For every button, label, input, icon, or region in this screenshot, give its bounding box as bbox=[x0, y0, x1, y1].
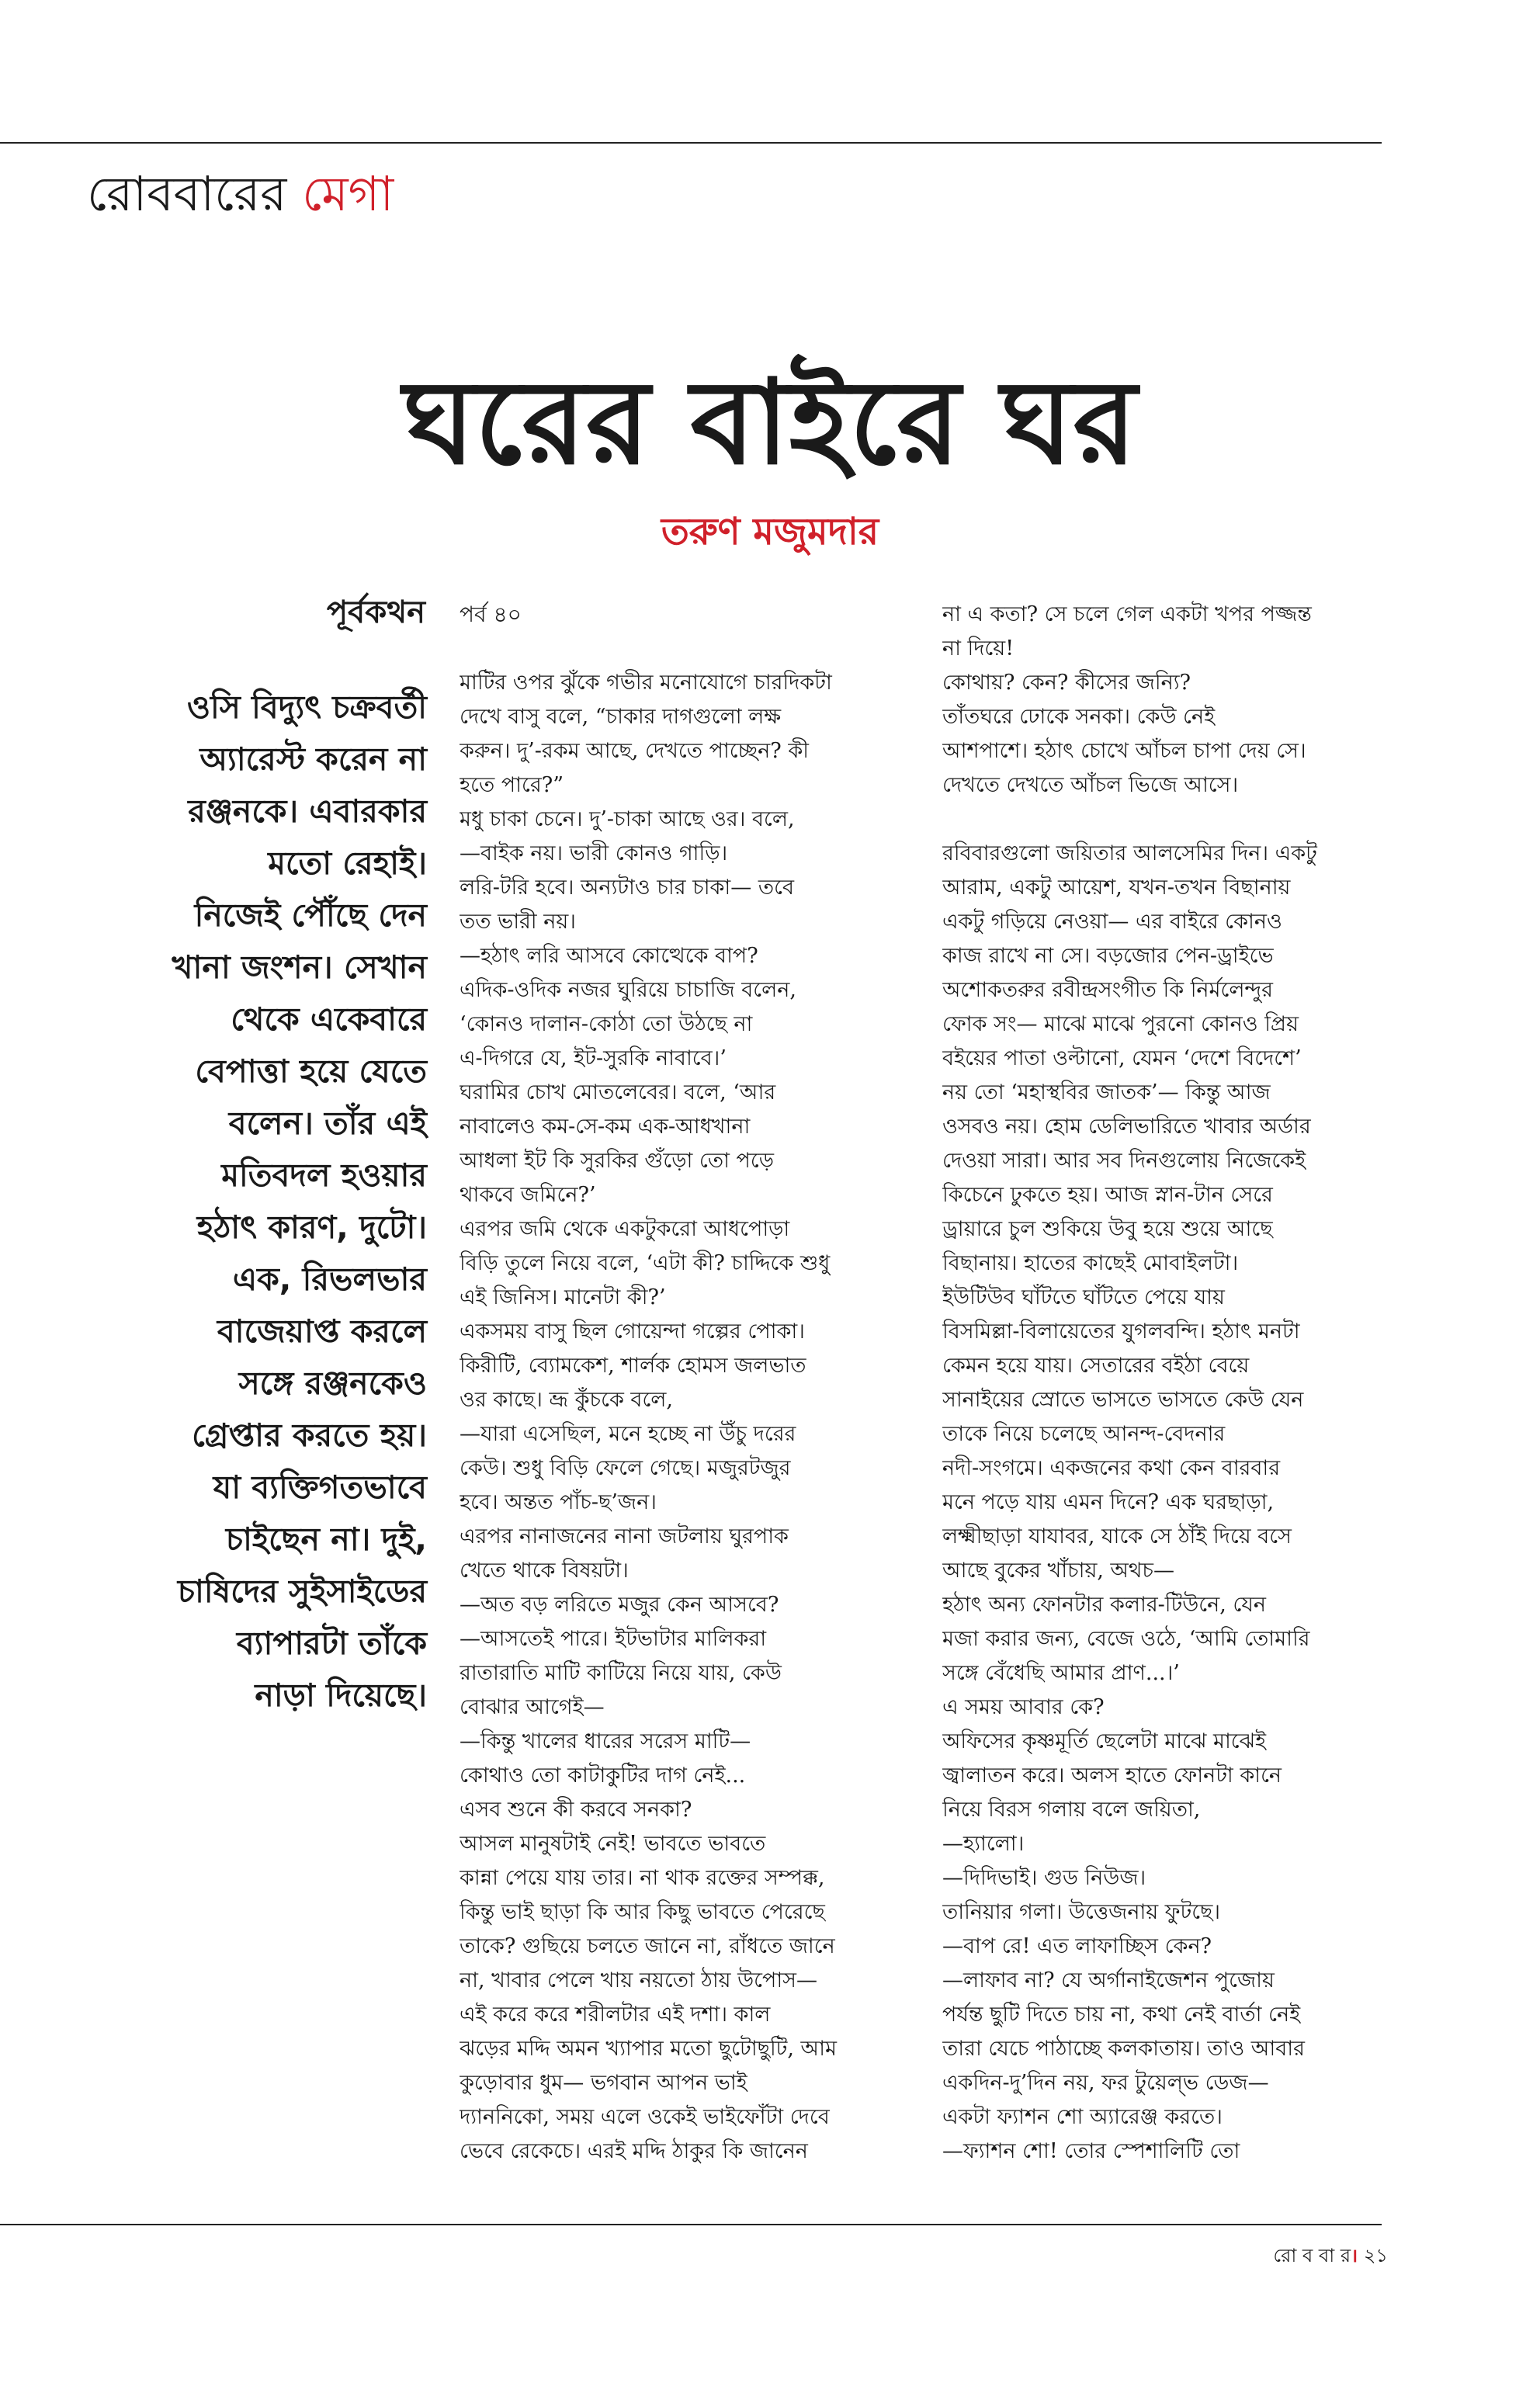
text-line: ‘কোনও দালান-কোঠা তো উঠছে না bbox=[460, 1012, 753, 1036]
text-line: মনে পড়ে যায় এমন দিনে? এক ঘরছাড়া, bbox=[942, 1490, 1275, 1514]
article-column-2 bbox=[942, 598, 1377, 2169]
text-line: খেতে থাকে বিষয়টা। bbox=[460, 1559, 629, 1583]
spacer bbox=[460, 632, 894, 666]
text-line: তাকে নিয়ে চলেছে আনন্দ-বেদনার bbox=[942, 1422, 1226, 1446]
sidebar-line: মতিবদল হওয়ার bbox=[221, 1157, 427, 1194]
text-line: অশোকতরুর রবীন্দ্রসংগীত কি নির্মলেন্দুর bbox=[942, 978, 1274, 1002]
masthead-prefix: রোববারের bbox=[87, 165, 287, 222]
text-line: সঙ্গে বেঁধেছি আমার প্রাণ...।’ bbox=[942, 1661, 1180, 1685]
text-line: বিছানায়। হাতের কাছেই মোবাইলটা। bbox=[942, 1251, 1239, 1275]
text-line: —দিদিভাই। গুড নিউজ। bbox=[942, 1866, 1146, 1890]
text-line: আশপাশে। হঠাৎ চোখে আঁচল চাপা দেয় সে। bbox=[942, 739, 1306, 763]
text-line: তারা যেচে পাঠাচ্ছে কলকাতায়। তাও আবার bbox=[942, 2037, 1305, 2061]
text-line: মজা করার জন্য, বেজে ওঠে, ‘আমি তোমারি bbox=[942, 1627, 1310, 1651]
text-line: তাঁতঘরে ঢোকে সনকা। কেউ নেই bbox=[942, 705, 1216, 729]
article-headline: ঘরের বাইরে ঘর bbox=[403, 355, 1137, 491]
top-rule bbox=[0, 142, 1382, 144]
text-line: নিয়ে বিরস গলায় বলে জয়িতা, bbox=[942, 1798, 1201, 1822]
sidebar-line: বলেন। তাঁর এই bbox=[228, 1105, 427, 1142]
author-byline: তরুণ মজুমদার bbox=[661, 510, 879, 553]
sidebar-line: চাষিদের সুইসাইডের bbox=[177, 1573, 427, 1610]
text-line: বিসমিল্লা-বিলায়েতের যুগলবন্দি। হঠাৎ মনটা bbox=[942, 1320, 1300, 1344]
text-line: ঘরামির চোখ মোতলেবের। বলে, ‘আর bbox=[460, 1080, 776, 1105]
sidebar-line: রঞ্জনকে। এবারকার bbox=[188, 792, 427, 830]
text-line: এই জিনিস। মানেটা কী?’ bbox=[460, 1285, 666, 1309]
folio-label: রো ব বা র bbox=[1273, 2245, 1351, 2266]
text-line: মাটির ওপর ঝুঁকে গভীর মনোযোগে চারদিকটা bbox=[460, 671, 832, 695]
sidebar-line: অ্যারেস্ট করেন না bbox=[199, 740, 427, 778]
text-line: —হঠাৎ লরি আসবে কোত্থেকে বাপ? bbox=[460, 944, 758, 968]
sidebar-heading: পূর্বকথন bbox=[326, 595, 425, 630]
text-line: পর্যন্ত ছুটি দিতে চায় না, কথা নেই বার্তা নেই bbox=[942, 2003, 1301, 2027]
text-line: —কিন্তু খালের ধারের সরেস মাটি— bbox=[460, 1729, 751, 1753]
text-line: নয় তো ‘মহাস্থবির জাতক’— কিন্তু আজ bbox=[942, 1080, 1271, 1105]
text-line: কাজ রাখে না সে। বড়জোর পেন-ড্রাইভে bbox=[942, 944, 1274, 968]
text-line: সানাইয়ের স্রোতে ভাসতে ভাসতে কেউ যেন bbox=[942, 1388, 1304, 1412]
text-line: আধলা ইট কি সুরকির গুঁড়ো তো পড়ে bbox=[460, 1149, 774, 1173]
text-line: —হ্যালো। bbox=[942, 1832, 1025, 1856]
text-line: কিরীটি, ব্যোমকেশ, শার্লক হোমস জলভাত bbox=[460, 1354, 806, 1378]
sidebar-line: সঙ্গে রঞ্জনকেও bbox=[238, 1365, 427, 1402]
sidebar-line: গ্রেপ্তার করতে হয়। bbox=[192, 1417, 427, 1454]
text-line: —লাফাব না? যে অর্গানাইজেশন পুজোয় bbox=[942, 1968, 1275, 1992]
text-line: ভেবে রেকেচে। এরই মদ্দি ঠাকুর কি জানেন bbox=[460, 2139, 808, 2163]
text-line: একটা ফ্যাশন শো অ্যারেঞ্জ করতে। bbox=[942, 2105, 1223, 2129]
text-line: —ফ্যাশন শো! তোর স্পেশালিটি তো bbox=[942, 2139, 1240, 2163]
masthead-accent: মেগা bbox=[302, 165, 394, 222]
sidebar-line: বাজেয়াপ্ত করলে bbox=[217, 1313, 427, 1350]
text-line: একসময় বাসু ছিল গোয়েন্দা গল্পের পোকা। bbox=[460, 1320, 805, 1344]
text-line: নাবালেও কম-সে-কম এক-আধখানা bbox=[460, 1115, 751, 1139]
text-line: ফোক সং— মাঝে মাঝে পুরনো কোনও প্রিয় bbox=[942, 1012, 1299, 1036]
folio-separator: । bbox=[1351, 2245, 1358, 2266]
text-line: একটু গড়িয়ে নেওয়া— এর বাইরে কোনও bbox=[942, 910, 1282, 934]
text-line: —যারা এসেছিল, মনে হচ্ছে না উঁচু দরের bbox=[460, 1422, 796, 1446]
text-line: দেওয়া সারা। আর সব দিনগুলোয় নিজেকেই bbox=[942, 1149, 1306, 1173]
text-line: বিড়ি তুলে নিয়ে বলে, ‘এটা কী? চাদ্দিকে শুধু bbox=[460, 1251, 831, 1275]
episode-number: পর্ব ৪০ bbox=[460, 602, 522, 627]
text-line: কোথায়? কেন? কীসের জন্যি? bbox=[942, 671, 1191, 695]
text-line: ঝড়ের মদ্দি অমন খ্যাপার মতো ছুটোছুটি, আম bbox=[460, 2037, 838, 2061]
text-line: বইয়ের পাতা ওল্টানো, যেমন ‘দেশে বিদেশে’ bbox=[942, 1046, 1302, 1070]
sidebar-line: খানা জংশন। সেখান bbox=[172, 949, 427, 986]
text-line: করুন। দু’-রকম আছে, দেখতে পাচ্ছেন? কী bbox=[460, 739, 809, 763]
text-line: আসল মানুষটাই নেই! ভাবতে ভাবতে bbox=[460, 1832, 766, 1856]
text-line: জ্বালাতন করে। অলস হাতে ফোনটা কানে bbox=[942, 1764, 1282, 1788]
sidebar-line: বেপাত্তা হয়ে যেতে bbox=[195, 1053, 427, 1090]
text-line: দ্যাননিকো, সময় এলে ওকেই ভাইফোঁটা দেবে bbox=[460, 2105, 830, 2129]
text-line: এ সময় আবার কে? bbox=[942, 1695, 1105, 1719]
text-line: একদিন-দু’দিন নয়, ফর টুয়েল্ভ ডেজ— bbox=[942, 2071, 1269, 2095]
text-line: হবে। অন্তত পাঁচ-ছ’জন। bbox=[460, 1490, 657, 1514]
sidebar-line: ব্যাপারটা তাঁকে bbox=[236, 1625, 427, 1662]
sidebar-line: নাড়া দিয়েছে। bbox=[255, 1677, 427, 1714]
text-line: ড্রায়ারে চুল শুকিয়ে উবু হয়ে শুয়ে আছে bbox=[942, 1217, 1273, 1241]
text-line: এসব শুনে কী করবে সনকা? bbox=[460, 1798, 692, 1822]
text-line: দেখে বাসু বলে, “চাকার দাগগুলো লক্ষ bbox=[460, 705, 782, 729]
text-line: না, খাবার পেলে খায় নয়তো ঠায় উপোস— bbox=[460, 1968, 818, 1992]
sidebar-line: যা ব্যক্তিগতভাবে bbox=[213, 1469, 427, 1506]
text-line: নদী-সংগমে। একজনের কথা কেন বারবার bbox=[942, 1456, 1281, 1480]
text-line: কুড়োবার ধুম— ভগবান আপন ভাই bbox=[460, 2071, 747, 2095]
sidebar-line: চাইছেন না। দুই, bbox=[225, 1521, 427, 1558]
text-line: আছে বুকের খাঁচায়, অথচ— bbox=[942, 1559, 1174, 1583]
text-line: কিন্তু ভাই ছাড়া কি আর কিছু ভাবতে পেরেছে bbox=[460, 1900, 825, 1924]
text-line: মধু চাকা চেনে। দু’-চাকা আছে ওর। বলে, bbox=[460, 807, 795, 831]
text-line: কেমন হয়ে যায়। সেতারের বইঠা বেয়ে bbox=[942, 1354, 1250, 1378]
text-line: কান্না পেয়ে যায় তার। না থাক রক্তের সম্পক্ক, bbox=[460, 1866, 825, 1890]
text-line: আরাম, একটু আয়েশ, যখন-তখন বিছানায় bbox=[942, 876, 1291, 900]
text-line: এই করে করে শরীলটার এই দশা। কাল bbox=[460, 2003, 771, 2027]
text-line: কিচেনে ঢুকতে হয়। আজ স্নান-টান সেরে bbox=[942, 1183, 1273, 1207]
sidebar-line: ওসি বিদ্যুৎ চক্রবর্তী bbox=[186, 688, 427, 726]
sidebar-line: নিজেই পৌঁছে দেন bbox=[194, 897, 427, 934]
sidebar-line: এক, রিভলভার bbox=[232, 1261, 427, 1298]
text-line: এরপর জমি থেকে একটুকরো আধপোড়া bbox=[460, 1217, 790, 1241]
text-line: থাকবে জমিনে?’ bbox=[460, 1183, 596, 1207]
text-line: ইউটিউব ঘাঁটতে ঘাঁটতে পেয়ে যায় bbox=[942, 1285, 1225, 1309]
masthead bbox=[87, 163, 394, 225]
text-line: হতে পারে?” bbox=[460, 773, 564, 797]
text-line: কোথাও তো কাটাকুটির দাগ নেই... bbox=[460, 1764, 746, 1788]
text-line: হঠাৎ অন্য ফোনটার কলার-টিউনে, যেন bbox=[942, 1593, 1267, 1617]
text-line: রবিবারগুলো জয়িতার আলসেমির দিন। একটু bbox=[942, 841, 1317, 865]
sidebar-line: মতো রেহাই। bbox=[268, 844, 427, 882]
article-column-1 bbox=[460, 598, 894, 2169]
text-line: এদিক-ওদিক নজর ঘুরিয়ে চাচাজি বলেন, bbox=[460, 978, 796, 1002]
text-line: দেখতে দেখতে আঁচল ভিজে আসে। bbox=[942, 773, 1239, 797]
text-line: ওর কাছে। ভ্রূ কুঁচকে বলে, bbox=[460, 1388, 673, 1412]
text-line: তত ভারী নয়। bbox=[460, 910, 576, 934]
bottom-rule bbox=[0, 2224, 1382, 2225]
text-line: লরি-টরি হবে। অন্যটাও চার চাকা— তবে bbox=[460, 876, 794, 900]
text-line: —বাইক নয়। ভারী কোনও গাড়ি। bbox=[460, 841, 728, 865]
text-line: না দিয়ে! bbox=[942, 636, 1015, 661]
text-line: —বাপ রে! এত লাফাচ্ছিস কেন? bbox=[942, 1934, 1212, 1958]
text-line: এ-দিগরে যে, ইট-সুরকি নাবাবে।’ bbox=[460, 1046, 727, 1070]
text-line: লক্ষ্মীছাড়া যাযাবর, যাকে সে ঠাঁই দিয়ে বসে bbox=[942, 1524, 1292, 1549]
text-line: রাতারাতি মাটি কাটিয়ে নিয়ে যায়, কেউ bbox=[460, 1661, 782, 1685]
page-folio bbox=[1273, 2243, 1388, 2268]
page-number: ২১ bbox=[1363, 2245, 1388, 2266]
text-line: ওসবও নয়। হোম ডেলিভারিতে খাবার অর্ডার bbox=[942, 1115, 1311, 1139]
text-line: তানিয়ার গলা। উত্তেজনায় ফুটছে। bbox=[942, 1900, 1221, 1924]
text-line: বোঝার আগেই— bbox=[460, 1695, 605, 1719]
text-line: এরপর নানাজনের নানা জটলায় ঘুরপাক bbox=[460, 1524, 789, 1549]
text-line: অফিসের কৃষ্ণমূর্তি ছেলেটা মাঝে মাঝেই bbox=[942, 1729, 1267, 1753]
paragraph-gap bbox=[942, 803, 1377, 837]
sidebar-summary bbox=[116, 681, 427, 1722]
text-line: না এ কতা? সে চলে গেল একটা খপর পজ্জন্ত bbox=[942, 602, 1312, 626]
sidebar-line: হঠাৎ কারণ, দুটো। bbox=[196, 1209, 427, 1246]
sidebar-line: থেকে একেবারে bbox=[231, 1001, 427, 1038]
text-line: —অত বড় লরিতে মজুর কেন আসবে? bbox=[460, 1593, 779, 1617]
text-line: তাকে? গুছিয়ে চলতে জানে না, রাঁধতে জানে bbox=[460, 1934, 835, 1958]
text-line: কেউ। শুধু বিড়ি ফেলে গেছে। মজুরটজুর bbox=[460, 1456, 791, 1480]
text-line: —আসতেই পারে। ইটভাটার মালিকরা bbox=[460, 1627, 767, 1651]
